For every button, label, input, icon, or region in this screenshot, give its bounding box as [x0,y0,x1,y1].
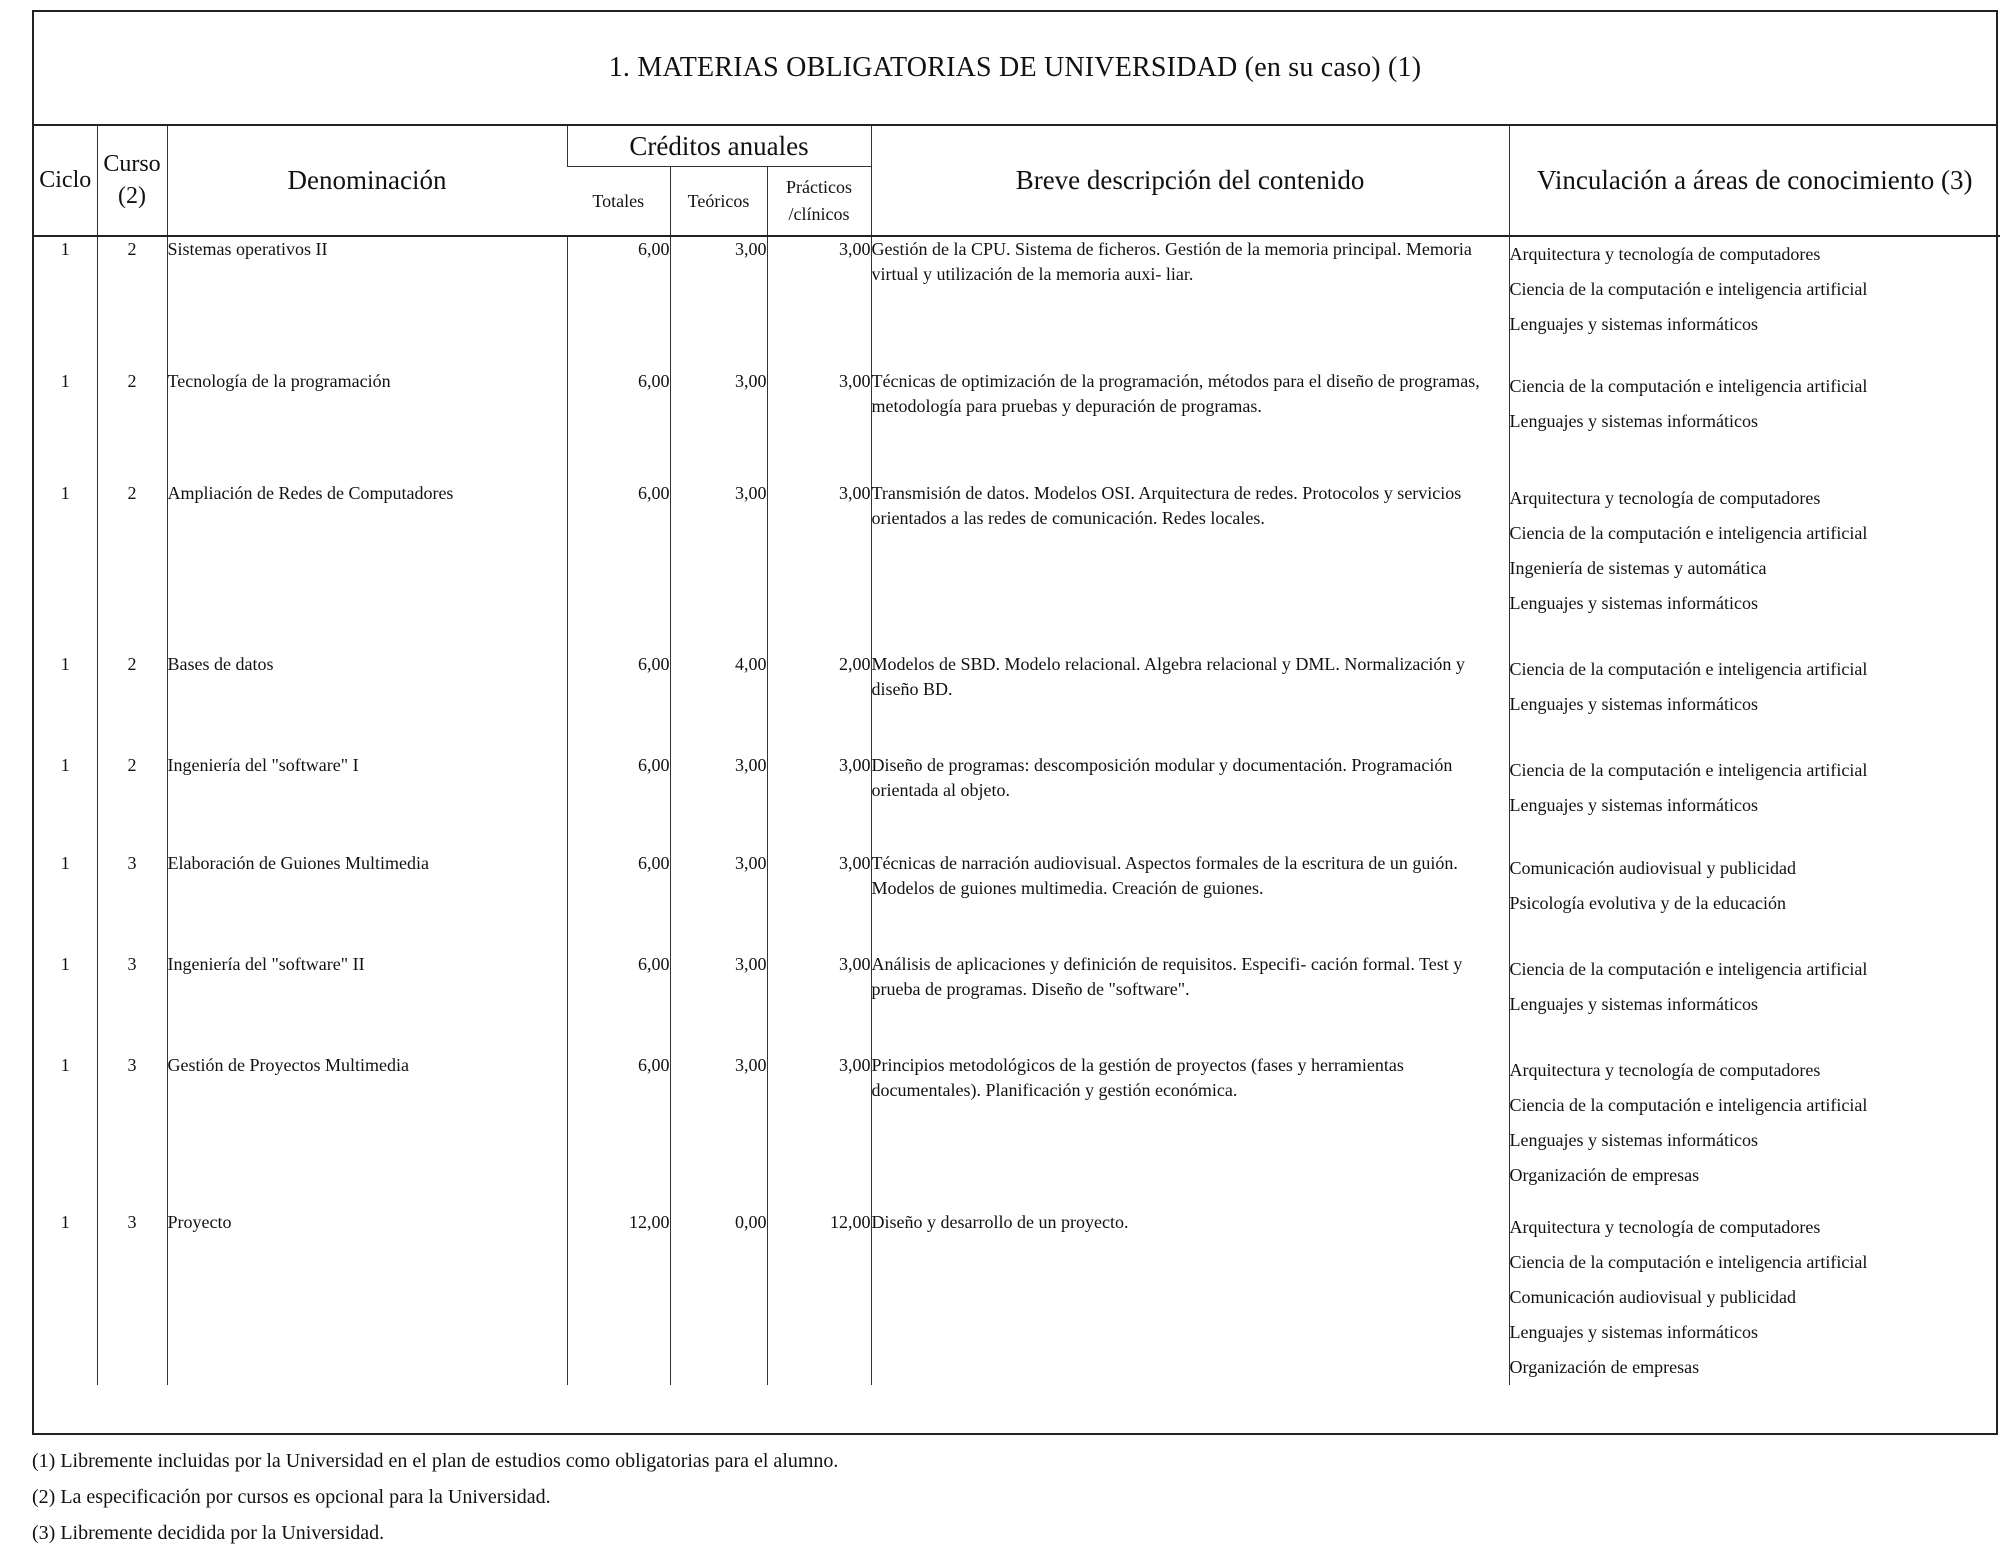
header-totales: Totales [567,167,670,237]
area-item: Organización de empresas [1509,1357,1700,1377]
cell-totales: 6,00 [567,369,670,481]
cell-descripcion: Gestión de la CPU. Sistema de ficheros. Gestión de la memoria principal. Memoria virtual y utilización de la memoria auxi- liar. [871,236,1509,369]
table-row [34,481,2000,652]
cell-ciclo: 1 [60,1055,70,1075]
cell-vinculacion [1509,1053,2000,1210]
cell-descripcion: Principios metodológicos de la gestión de proyectos (fases y herramientas documentales). Planificación y gestión económica. [871,1053,1509,1210]
table-row [34,236,2000,369]
table-row [34,652,2000,753]
area-item: Arquitectura y tecnología de computadores [1509,488,1821,508]
cell-ciclo: 1 [60,239,70,259]
cell-denominacion: Gestión de Proyectos Multimedia [167,1053,567,1210]
footnote-2: (2) La especificación por cursos es opcional para la Universidad. [32,1486,551,1508]
area-item: Ciencia de la computación e inteligencia artificial [1509,659,1868,679]
table-row [34,1210,2000,1385]
cell-teoricos: 3,00 [670,236,767,369]
page-title: 1. MATERIAS OBLIGATORIAS DE UNIVERSIDAD (en su caso) (1) [34,12,1996,126]
table-row [34,369,2000,481]
cell-practicos: 3,00 [767,851,871,952]
area-item: Lenguajes y sistemas informáticos [1509,1130,1758,1150]
header-creditos: Créditos anuales [567,126,871,167]
cell-descripcion: Transmisión de datos. Modelos OSI. Arquitectura de redes. Protocolos y servicios orientados a las redes de comunicación. Redes locales. [871,481,1509,652]
header-curso-label: Curso [103,151,161,178]
area-item: Lenguajes y sistemas informáticos [1509,795,1758,815]
area-item: Ciencia de la computación e inteligencia artificial [1509,279,1868,299]
cell-practicos: 3,00 [767,952,871,1053]
cell-vinculacion [1509,952,2000,1053]
cell-teoricos: 3,00 [670,952,767,1053]
area-item: Lenguajes y sistemas informáticos [1509,1322,1758,1342]
cell-vinculacion [1509,481,2000,652]
cell-practicos: 3,00 [767,753,871,851]
cell-ciclo: 1 [60,1212,70,1232]
cell-denominacion: Ingeniería del "software" I [167,753,567,851]
header-curso-note: (2) [118,182,146,209]
area-item: Organización de empresas [1509,1165,1700,1185]
cell-ciclo: 1 [60,371,70,391]
cell-teoricos: 3,00 [670,753,767,851]
header-descripcion: Breve descripción del contenido [871,126,1509,236]
cell-denominacion: Ampliación de Redes de Computadores [167,481,567,652]
header-curso [97,126,167,236]
area-item: Ciencia de la computación e inteligencia artificial [1509,523,1868,543]
cell-curso: 2 [97,753,167,851]
cell-descripcion: Análisis de aplicaciones y definición de requisitos. Especifi- cación formal. Test y prueba de programas. Diseño de "software". [871,952,1509,1053]
cell-totales: 6,00 [567,236,670,369]
cell-descripcion: Modelos de SBD. Modelo relacional. Algebra relacional y DML. Normalización y diseño BD. [871,652,1509,753]
cell-denominacion: Tecnología de la programación [167,369,567,481]
table-row [34,851,2000,952]
cell-vinculacion [1509,851,2000,952]
header-clinicos-label: /clínicos [788,204,850,224]
area-item: Lenguajes y sistemas informáticos [1509,593,1758,613]
cell-descripcion: Diseño de programas: descomposición modular y documentación. Programación orientada al objeto. [871,753,1509,851]
cell-curso: 3 [97,1053,167,1210]
area-item: Psicología evolutiva y de la educación [1509,893,1786,913]
cell-ciclo: 1 [60,853,70,873]
cell-ciclo: 1 [60,954,70,974]
cell-teoricos: 3,00 [670,1053,767,1210]
cell-denominacion: Sistemas operativos II [167,236,567,369]
area-item: Ciencia de la computación e inteligencia artificial [1509,1095,1868,1115]
table-frame [32,10,1998,1435]
area-item: Ciencia de la computación e inteligencia artificial [1509,376,1868,396]
area-item: Lenguajes y sistemas informáticos [1509,411,1758,431]
cell-totales: 6,00 [567,851,670,952]
area-item: Lenguajes y sistemas informáticos [1509,314,1758,334]
cell-curso: 2 [97,369,167,481]
area-item: Lenguajes y sistemas informáticos [1509,994,1758,1014]
cell-totales: 6,00 [567,753,670,851]
cell-vinculacion [1509,369,2000,481]
cell-totales: 6,00 [567,481,670,652]
cell-totales: 12,00 [567,1210,670,1385]
cell-practicos: 3,00 [767,236,871,369]
subjects-table [34,126,2000,1385]
footnote-1: (1) Libremente incluidas por la Universidad en el plan de estudios como obligatorias para el alumno. [32,1450,839,1472]
cell-totales: 6,00 [567,952,670,1053]
footnote-3: (3) Libremente decidida por la Universidad. [32,1522,385,1544]
cell-curso: 2 [97,236,167,369]
cell-vinculacion [1509,652,2000,753]
area-item: Comunicación audiovisual y publicidad [1509,858,1796,878]
area-item: Ciencia de la computación e inteligencia artificial [1509,1252,1868,1272]
cell-teoricos: 3,00 [670,481,767,652]
header-vinculacion: Vinculación a áreas de conocimiento (3) [1509,126,2000,236]
cell-curso: 3 [97,952,167,1053]
cell-denominacion: Ingeniería del "software" II [167,952,567,1053]
cell-practicos: 3,00 [767,1053,871,1210]
cell-descripcion: Técnicas de narración audiovisual. Aspectos formales de la escritura de un guión. Modelos de guiones multimedia. Creación de guiones. [871,851,1509,952]
table-row [34,952,2000,1053]
area-item: Arquitectura y tecnología de computadores [1509,1060,1821,1080]
cell-totales: 6,00 [567,652,670,753]
area-item: Comunicación audiovisual y publicidad [1509,1287,1796,1307]
cell-denominacion: Elaboración de Guiones Multimedia [167,851,567,952]
cell-descripcion: Diseño y desarrollo de un proyecto. [871,1210,1509,1385]
area-item: Lenguajes y sistemas informáticos [1509,694,1758,714]
header-practicos-label: Prácticos [786,177,852,197]
cell-denominacion: Proyecto [167,1210,567,1385]
cell-practicos: 3,00 [767,481,871,652]
footnotes [32,1443,838,1551]
area-item: Ciencia de la computación e inteligencia artificial [1509,760,1868,780]
area-item: Arquitectura y tecnología de computadores [1509,1217,1821,1237]
header-teoricos: Teóricos [670,167,767,237]
cell-curso: 2 [97,652,167,753]
cell-curso: 3 [97,1210,167,1385]
header-denominacion: Denominación [167,126,567,236]
cell-teoricos: 4,00 [670,652,767,753]
cell-teoricos: 3,00 [670,369,767,481]
cell-vinculacion [1509,1210,2000,1385]
table-body [34,236,2000,1385]
cell-ciclo: 1 [60,483,70,503]
table-row [34,1053,2000,1210]
cell-descripcion: Técnicas de optimización de la programación, métodos para el diseño de programas, metodología para pruebas y depuración de programas. [871,369,1509,481]
cell-vinculacion [1509,236,2000,369]
cell-denominacion: Bases de datos [167,652,567,753]
cell-practicos: 3,00 [767,369,871,481]
header-ciclo: Ciclo [34,126,97,236]
table-row [34,753,2000,851]
cell-practicos: 12,00 [767,1210,871,1385]
cell-vinculacion [1509,753,2000,851]
cell-ciclo: 1 [60,654,70,674]
header-practicos [767,167,871,237]
area-item: Arquitectura y tecnología de computadores [1509,244,1821,264]
cell-curso: 2 [97,481,167,652]
cell-practicos: 2,00 [767,652,871,753]
area-item: Ingeniería de sistemas y automática [1509,558,1767,578]
cell-teoricos: 3,00 [670,851,767,952]
area-item: Ciencia de la computación e inteligencia artificial [1509,959,1868,979]
cell-teoricos: 0,00 [670,1210,767,1385]
cell-ciclo: 1 [60,755,70,775]
cell-totales: 6,00 [567,1053,670,1210]
cell-curso: 3 [97,851,167,952]
